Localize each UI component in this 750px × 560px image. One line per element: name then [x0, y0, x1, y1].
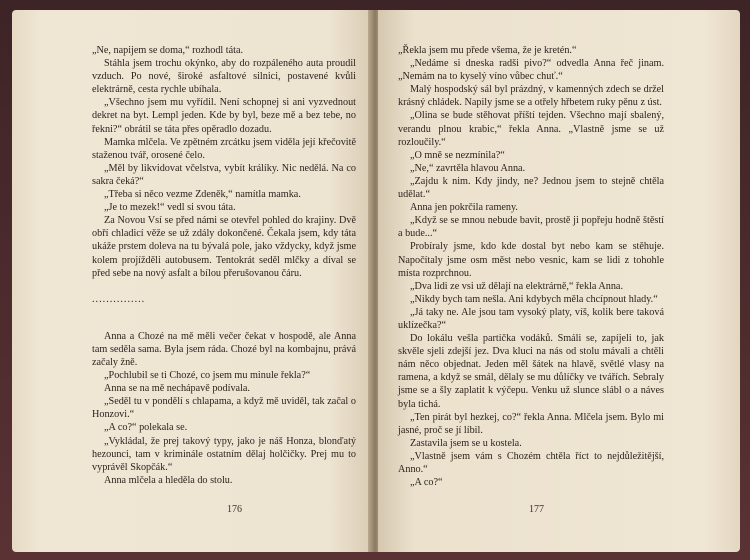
- paragraph: „Nedáme si dneska radši pivo?“ odvedla Anna řeč jinam. „Nemám na to kyselý víno vůbec chuť.“: [398, 58, 664, 83]
- paragraph: Malý hospodský sál byl prázdný, v kamenných zdech se držel krásný chládek. Napily jsme se a otřely hřbetem ruky pěnu z úst.: [398, 84, 664, 109]
- section-separator: ...............: [92, 293, 146, 305]
- right-page: [378, 10, 740, 552]
- left-page-text: [92, 44, 356, 487]
- paragraph: „Vykládal, že prej takový typy, jako je náš Honza, blonďatý hezounci, tam v kriminále ostatním dělaj holčičky. Prej mu to vyprávěl Skopčák.“: [92, 435, 356, 473]
- paragraph: Probíraly jsme, kdo kde dostal byt nebo kam se stěhuje. Napočítaly jsme osm měst nebo vesnic, kam se lidi z tohohle místa rozprchnou.: [398, 241, 664, 279]
- paragraph: Anna a Chozé na mě měli večer čekat v hospodě, ale Anna tam seděla sama. Byla jsem ráda. Chozé byl na kombajnu, prává začaly žně.: [92, 330, 356, 368]
- paragraph: Za Novou Vsí se před námi se otevřel pohled do krajiny. Dvě obří chladicí věže se už zdály dokončené. Čekala jsem, kdy táta ukáže prstem doleva na tu bývalá pole, jako vždycky, když jsme kolem projížděli autobusem. Tentokrát seděl mlčky a díval se před sebe na nový asfalt a bílou přerušovanou čáru.: [92, 215, 356, 279]
- paragraph: „A co?“: [410, 477, 443, 489]
- paragraph: „Pochlubil se ti Chozé, co jsem mu minule řekla?“: [104, 370, 311, 382]
- paragraph: „Nikdy bych tam nešla. Ani kdybych měla chcípnout hlady.“: [410, 293, 658, 305]
- paragraph: Do lokálu vešla partička vodáků. Smáli se, zapíjeli to, jak skvěle sjeli zdejší jez. Dva kluci na nás od stolu mávali a chtěli nám něco objednat. Jeden měl šátek na hlavě, světlé vlasy na ramena, a když se smál, dělaly se mu důlíčky ve tvářích. Sebraly jsme se a šly zaplatit k výčepu. Venku už slunce slábl o a náves byla tichá.: [398, 333, 664, 410]
- paragraph: „Dva lidi ze vsi už dělají na elektrárně,“ řekla Anna.: [410, 280, 623, 292]
- paragraph: „Když se se mnou nebude bavit, prostě ji popřeju hodně štěstí a bude...“: [398, 215, 664, 240]
- paragraph: „Řekla jsem mu přede všema, že je kretén.“: [398, 45, 577, 56]
- paragraph: Anna jen pokrčila rameny.: [410, 202, 518, 214]
- paragraph: „Seděl tu v pondělí s chlapama, a když mě uviděl, tak začal o Honzovi.“: [92, 396, 356, 421]
- paragraph: „Vlastně jsem vám s Chozém chtěla říct to nejdůležitější, Anno.“: [398, 450, 664, 475]
- paragraph: „A co?“ polekala se.: [104, 422, 188, 434]
- paragraph: Mamka mlčela. Ve zpětném zrcátku jsem viděla její křečovitě staženou tvář, orosené čelo.: [92, 136, 356, 161]
- paragraph: „O mně se nezmínila?“: [410, 149, 505, 161]
- paragraph: „Zajdu k nim. Kdy jindy, ne? Jednou jsem to stejně chtěla udělat.“: [398, 175, 664, 201]
- page-number: 176: [227, 504, 242, 515]
- paragraph: Zastavila jsem se u kostela.: [410, 437, 522, 449]
- paragraph: „Měl by likvidovat včelstva, vybít králíky. Nic nedělá. Na co sakra čeká?“: [92, 162, 356, 187]
- paragraph: „Olina se bude stěhovat příští tejden. Všechno mají sbalený, verandu plnou krabic,“ řekla Anna. „Vlastně jsme se už rozloučily.“: [398, 110, 664, 148]
- paragraph: „Třeba si něco vezme Zdeněk,“ namítla mamka.: [104, 189, 301, 201]
- page-number: 177: [529, 504, 544, 515]
- paragraph: Stáhla jsem trochu okýnko, aby do rozpáleného auta proudil vzduch. Po nové, široké asfaltové silnici, postavené kvůli elektrárně, cesta rychle ubíhala.: [92, 58, 356, 96]
- left-page: [12, 10, 372, 552]
- paragraph: „Všechno jsem mu vyřídil. Není schopnej si ani vyzvednout dekret na byt. Lempl jeden. Kde by byl, beze mě a bez tebe, no řekni?“ obrátil se táta přes opěradlo dozadu.: [92, 97, 356, 135]
- paragraph: „Ten pirát byl hezkej, co?“ řekla Anna. Mlčela jsem. Bylo mi jasné, proč se jí líbil.: [398, 411, 664, 436]
- paragraph: „Je to mezek!“ vedl si svou táta.: [104, 202, 236, 214]
- right-page-text: [398, 44, 664, 489]
- paragraph: Anna mlčela a hleděla do stolu.: [104, 474, 233, 486]
- paragraph: „Ne,“ zavrtěla hlavou Anna.: [410, 162, 526, 174]
- paragraph: „Já taky ne. Ale jsou tam vysoký platy, víš, kolik bere taková uklízečka?“: [398, 306, 664, 331]
- paragraph: „Ne, napijem se doma,“ rozhodl táta.: [92, 45, 244, 56]
- paragraph: Anna se na mě nechápavě podívala.: [104, 383, 250, 395]
